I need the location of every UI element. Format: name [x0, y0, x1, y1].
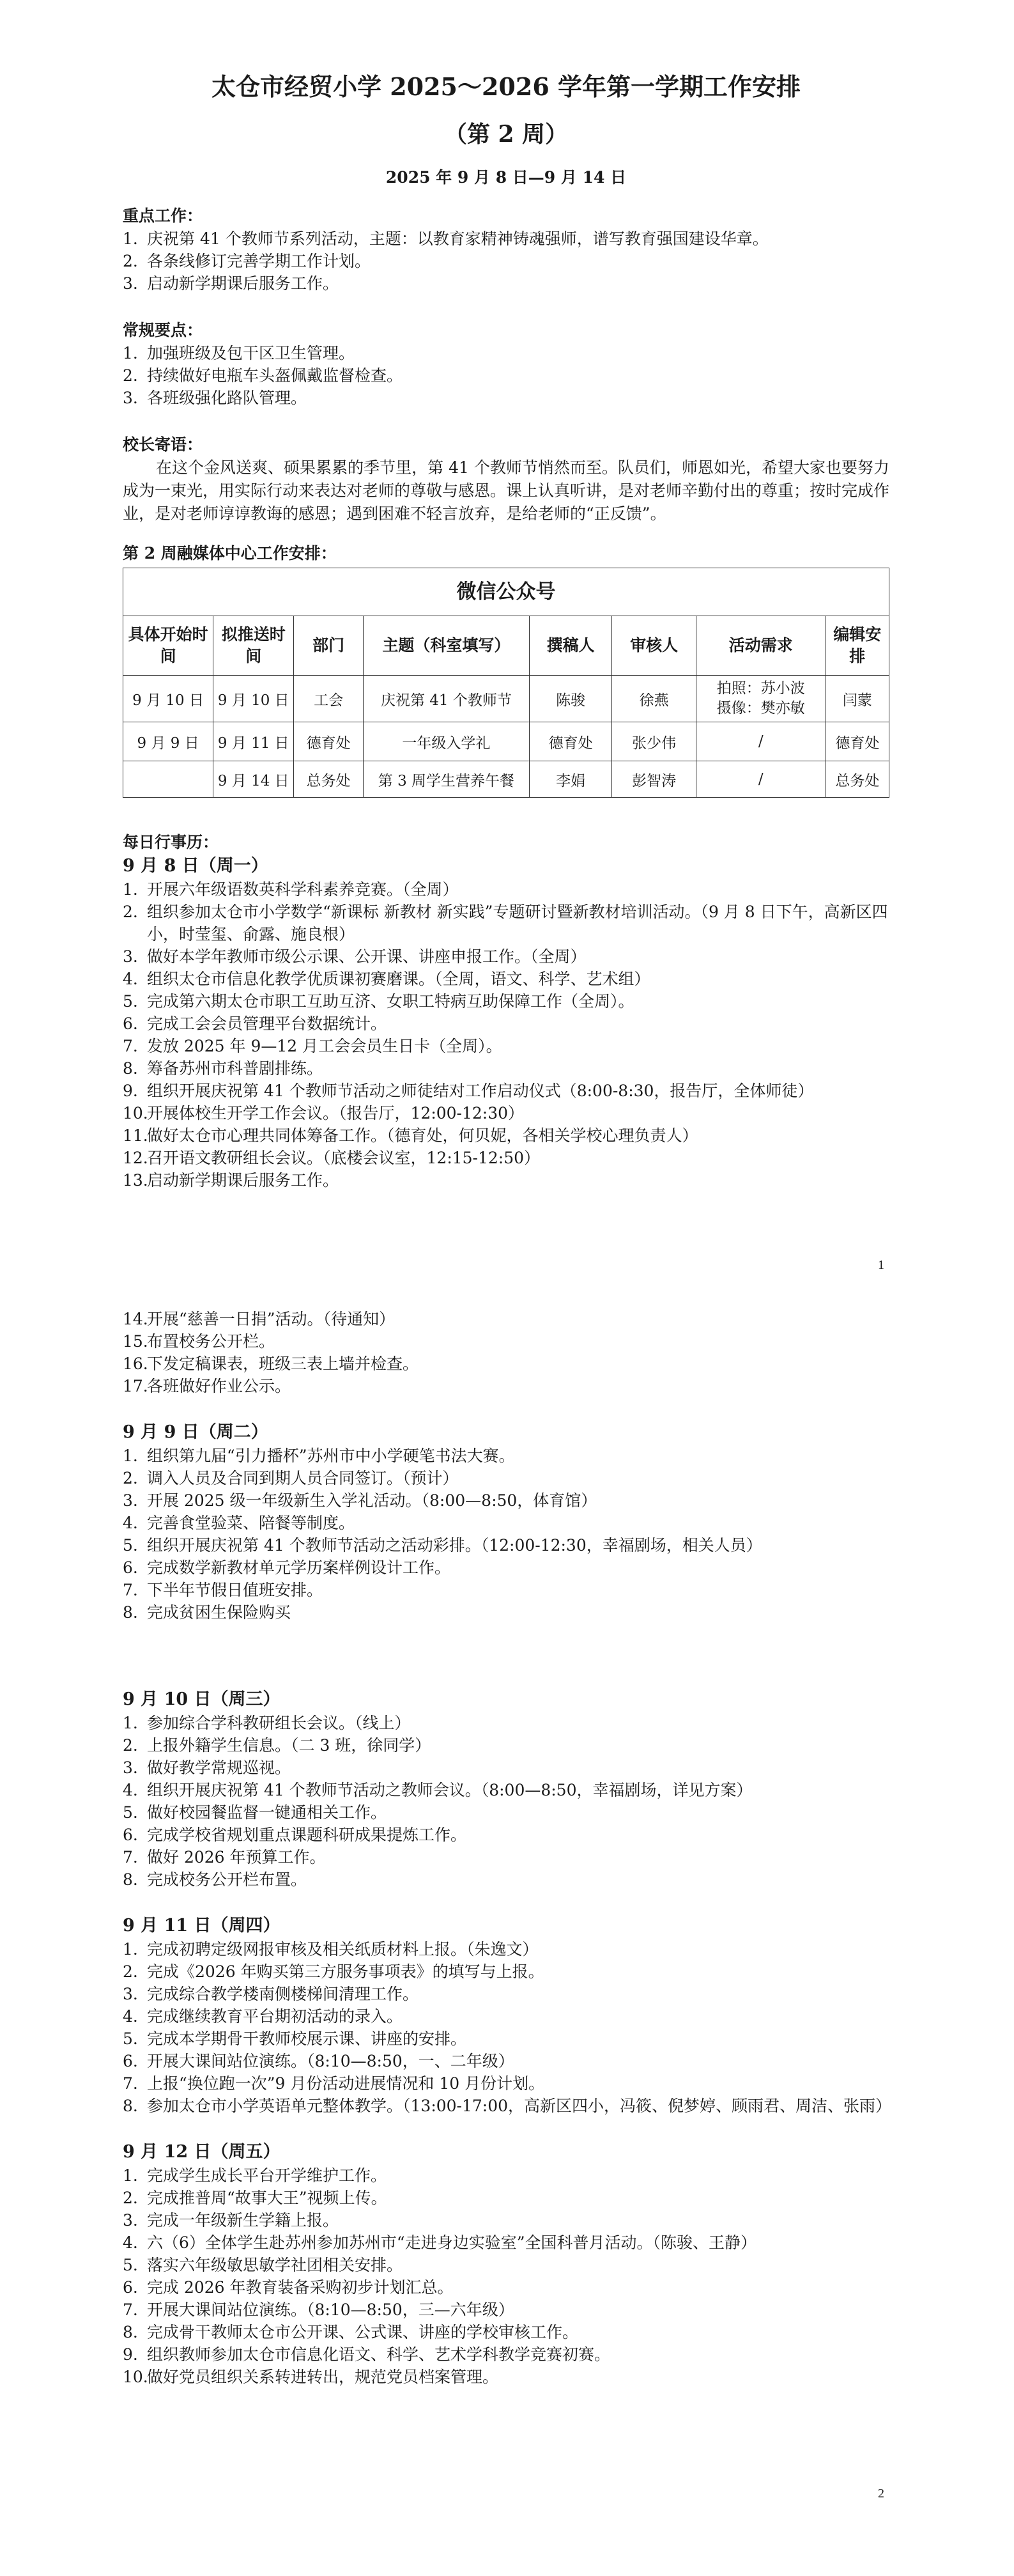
- list-item: 6. 开展大课间站位演练。（8:10—8:50，一、二年级）: [123, 2052, 514, 2070]
- list-item: 10. 做好党员组织关系转进转出，规范党员档案管理。: [123, 2368, 499, 2386]
- list-item: 3. 做好教学常规巡视。: [123, 1758, 291, 1777]
- page-number: 2: [878, 2487, 884, 2501]
- date-range: 2025 年 9 月 8 日—9 月 14 日: [385, 168, 627, 187]
- list-item: 13. 启动新学期课后服务工作。: [123, 1171, 339, 1190]
- table-cell: 闫蒙: [826, 676, 889, 722]
- list-item: 14. 开展“慈善一日捐”活动。（待通知）: [123, 1310, 396, 1328]
- table-row: [123, 722, 889, 761]
- list-item: 5. 落实六年级敏思敏学社团相关安排。: [123, 2256, 403, 2274]
- friday-heading: 9 月 12 日（周五）: [123, 2142, 280, 2162]
- list-item: 8. 完成贫困生保险购买: [123, 1603, 291, 1622]
- table-cell: 工会: [294, 676, 364, 722]
- list-item: 2. 调入人员及合同到期人员合同签订。（预计）: [123, 1469, 459, 1487]
- list-item: 2. 上报外籍学生信息。（二 3 班，徐同学）: [123, 1736, 431, 1755]
- tuesday-heading: 9 月 9 日（周二）: [123, 1422, 268, 1442]
- activity-need: 拍照：苏小波: [716, 680, 805, 697]
- document-title: 太仓市经贸小学 2025～2026 学年第一学期工作安排: [211, 72, 801, 101]
- list-item: 4. 六（6）全体学生赴苏州参加苏州市“走进身边实验室”全国科普月活动。（陈骏、王静）: [123, 2233, 757, 2252]
- list-item: 5. 完成第六期太仓市职工互助互济、女职工特病互助保障工作（全周）。: [123, 992, 634, 1011]
- list-item: 3. 做好本学年教师市级公示课、公开课、讲座申报工作。（全周）: [123, 947, 587, 966]
- list-item: 1. 组织第九届“引力播杯”苏州市中小学硬笔书法大赛。: [123, 1447, 515, 1465]
- list-item: 2. 组织参加太仓市小学数学“新课标 新教材 新实践”专题研讨暨新教材培训活动。（9 月 8 日下午，高新区四小，时莹玺、俞露、施良根）: [123, 903, 888, 943]
- list-item: 3. 启动新学期课后服务工作。: [123, 274, 339, 293]
- list-item: 4. 完善食堂验菜、陪餐等制度。: [123, 1514, 355, 1532]
- list-item: 7. 做好 2026 年预算工作。: [123, 1848, 326, 1866]
- table-cell: /: [696, 722, 826, 761]
- list-item: 4. 组织开展庆祝第 41 个教师节活动之教师会议。（8:00—8:50，幸福剧场，详见方案）: [123, 1781, 753, 1799]
- key-work-list: [123, 228, 889, 295]
- column-header: 具体开始时间: [123, 616, 213, 676]
- list-item: 6. 完成 2026 年教育装备采购初步计划汇总。: [123, 2278, 454, 2297]
- list-item: 3. 完成综合教学楼南侧楼梯间清理工作。: [123, 1985, 419, 2003]
- list-item: 3. 开展 2025 级一年级新生入学礼活动。（8:00—8:50，体育馆）: [123, 1491, 597, 1510]
- list-item: 5. 组织开展庆祝第 41 个教师节活动之活动彩排。（12:00-12:30，幸福剧场，相关人员）: [123, 1536, 762, 1555]
- list-item: 7. 上报“换位跑一次”9 月份活动进展情况和 10 月份计划。: [123, 2074, 545, 2093]
- list-item: 1. 开展六年级语数英科学科素养竞赛。（全周）: [123, 880, 459, 899]
- key-work-heading: 重点工作：: [123, 206, 203, 225]
- table-cell: 德育处: [826, 722, 889, 761]
- daily-heading: 每日行事历：: [123, 833, 219, 851]
- list-item: 17. 各班做好作业公示。: [123, 1377, 291, 1395]
- activity-need: 摄像：樊亦敏: [716, 700, 805, 717]
- table-cell: 9 月 11 日: [213, 722, 294, 761]
- list-item: 8. 筹备苏州市科普剧排练。: [123, 1059, 323, 1078]
- friday-list: [123, 2164, 889, 2388]
- list-item: 2. 完成推普周“故事大王”视频上传。: [123, 2189, 387, 2207]
- table-cell: [696, 676, 826, 722]
- list-item: 1. 参加综合学科教研组长会议。（线上）: [123, 1714, 411, 1732]
- thursday-list: [123, 1938, 892, 2117]
- list-item: 6. 完成数学新教材单元学历案样例设计工作。: [123, 1558, 451, 1577]
- table-cell: 一年级入学礼: [364, 722, 530, 761]
- week-label: （第 2 周）: [443, 121, 569, 148]
- table-cell: 李娟: [529, 761, 612, 798]
- page-2-content: [123, 1308, 892, 2388]
- monday-heading: 9 月 8 日（周一）: [123, 856, 268, 876]
- list-item: 1. 完成初聘定级网报审核及相关纸质材料上报。（朱逸文）: [123, 1940, 539, 1959]
- list-item: 9. 组织开展庆祝第 41 个教师节活动之师徒结对工作启动仪式（8:00-8:30，报告厅，全体师徒）: [123, 1082, 814, 1100]
- principal-message: 在这个金风送爽、硕果累累的季节里，第 41 个教师节悄然而至。队员们，师恩如光，希望大家也要努力成为一束光，用实际行动来表达对老师的尊敬与感恩。课上认真听讲，是对老师辛勤付出的尊重；按时完成作业，是对老师谆谆教诲的感恩；遇到困难不轻言放弃，是给老师的“正反馈”。: [123, 458, 890, 523]
- list-item: 7. 开展大课间站位演练。（8:10—8:50，三—六年级）: [123, 2301, 514, 2319]
- table-cell: 德育处: [294, 722, 364, 761]
- column-header: 活动需求: [696, 616, 826, 676]
- table-cell: /: [696, 761, 826, 798]
- list-item: 5. 做好校园餐监督一键通相关工作。: [123, 1803, 387, 1822]
- table-cell: 第 3 周学生营养午餐: [364, 761, 530, 798]
- table-cell: 张少伟: [612, 722, 696, 761]
- wednesday-list: [123, 1712, 889, 1891]
- list-item: 6. 完成工会会员管理平台数据统计。: [123, 1014, 387, 1033]
- list-item: 12. 召开语文教研组长会议。（底楼会议室，12:15-12:50）: [123, 1149, 541, 1167]
- monday-list-continued: [123, 1308, 889, 1397]
- table-cell: 总务处: [294, 761, 364, 798]
- table-cell: 庆祝第 41 个教师节: [364, 676, 530, 722]
- list-item: 2. 完成《2026 年购买第三方服务事项表》的填写与上报。: [123, 1962, 544, 1981]
- list-item: 1. 庆祝第 41 个教师节系列活动，主题：以教育家精神铸魂强师，谱写教育强国建设华章。: [123, 229, 769, 248]
- routine-list: [123, 342, 889, 409]
- list-item: 2. 各条线修订完善学期工作计划。: [123, 252, 371, 270]
- table-cell: 9 月 10 日: [123, 676, 213, 722]
- column-header: 主题（科室填写）: [364, 616, 530, 676]
- page-1-content: [123, 69, 889, 1191]
- column-header: 编辑安排: [826, 616, 889, 676]
- list-item: 4. 完成继续教育平台期初活动的录入。: [123, 2007, 403, 2026]
- table-cell: 彭智涛: [612, 761, 696, 798]
- table-cell: 9 月 9 日: [123, 722, 213, 761]
- page-number: 1: [878, 1258, 884, 1272]
- column-header: 拟推送时间: [213, 616, 294, 676]
- list-item: 8. 参加太仓市小学英语单元整体教学。（13:00-17:00，高新区四小，冯筱、倪梦婷、顾雨君、周洁、张雨）: [123, 2097, 892, 2115]
- table-cell: [123, 761, 213, 798]
- list-item: 1. 完成学生成长平台开学维护工作。: [123, 2166, 387, 2185]
- list-item: 16. 下发定稿课表，班级三表上墙并检查。: [123, 1354, 419, 1373]
- list-item: 5. 完成本学期骨干教师校展示课、讲座的安排。: [123, 2029, 467, 2048]
- list-item: 7. 下半年节假日值班安排。: [123, 1581, 323, 1599]
- table-cell: 9 月 14 日: [213, 761, 294, 798]
- column-header: 审核人: [612, 616, 696, 676]
- routine-heading: 常规要点：: [123, 321, 203, 339]
- table-cell: 徐燕: [612, 676, 696, 722]
- media-heading: 第 2 周融媒体中心工作安排：: [123, 544, 337, 563]
- list-item: 2. 持续做好电瓶车头盔佩戴监督检查。: [123, 366, 403, 385]
- list-item: 15. 布置校务公开栏。: [123, 1332, 275, 1351]
- wednesday-heading: 9 月 10 日（周三）: [123, 1689, 280, 1709]
- list-item: 1. 加强班级及包干区卫生管理。: [123, 344, 355, 362]
- column-header: 部门: [294, 616, 364, 676]
- tuesday-list: [123, 1445, 889, 1624]
- table-cell: 德育处: [529, 722, 612, 761]
- table-cell: 9 月 10 日: [213, 676, 294, 722]
- table-row: [123, 761, 889, 798]
- list-item: 6. 完成学校省规划重点课题科研成果提炼工作。: [123, 1826, 467, 1844]
- column-header: 撰稿人: [529, 616, 612, 676]
- monday-list: [123, 878, 889, 1191]
- list-item: 11. 做好太仓市心理共同体筹备工作。（德育处，何贝妮，各相关学校心理负责人）: [123, 1126, 698, 1145]
- table-title: 微信公众号: [123, 568, 889, 616]
- principal-heading: 校长寄语：: [123, 435, 203, 454]
- list-item: 4. 组织太仓市信息化教学优质课初赛磨课。（全周，语文、科学、艺术组）: [123, 970, 650, 988]
- list-item: 9. 组织教师参加太仓市信息化语文、科学、艺术学科教学竞赛初赛。: [123, 2345, 611, 2364]
- page-2: [0, 1304, 1014, 2576]
- table-cell: 陈骏: [529, 676, 612, 722]
- table-row: [123, 676, 889, 722]
- list-item: 8. 完成校务公开栏布置。: [123, 1870, 307, 1889]
- list-item: 10. 开展体校生开学工作会议。（报告厅，12:00-12:30）: [123, 1104, 525, 1122]
- list-item: 3. 各班级强化路队管理。: [123, 389, 307, 407]
- table-cell: 总务处: [826, 761, 889, 798]
- thursday-heading: 9 月 11 日（周四）: [123, 1916, 280, 1936]
- table-header-row: [123, 616, 889, 676]
- list-item: 3. 完成一年级新生学籍上报。: [123, 2211, 339, 2230]
- media-schedule-table: [123, 568, 889, 798]
- list-item: 8. 完成骨干教师太仓市公开课、公式课、讲座的学校审核工作。: [123, 2323, 579, 2341]
- list-item: 7. 发放 2025 年 9—12 月工会会员生日卡（全周）。: [123, 1037, 502, 1055]
